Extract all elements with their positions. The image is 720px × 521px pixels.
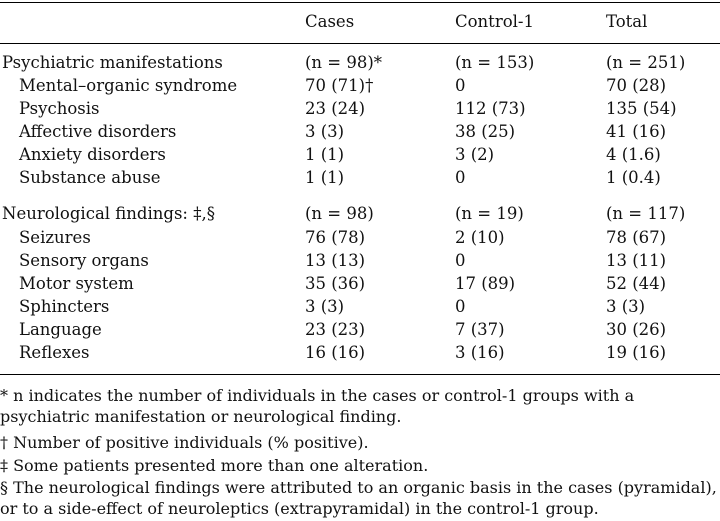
header-rule (0, 43, 720, 44)
row-label: Anxiety disorders (19, 145, 166, 164)
header-control: Control-1 (455, 12, 534, 31)
total-n: (n = 117) (606, 204, 686, 223)
control-value: 112 (73) (455, 99, 526, 118)
control-value: 38 (25) (455, 122, 516, 141)
control-value: 2 (10) (455, 228, 505, 247)
cases-value: 3 (3) (305, 122, 345, 141)
row-label: Sensory organs (19, 251, 149, 270)
control-n: (n = 19) (455, 204, 524, 223)
cases-value: 1 (1) (305, 145, 345, 164)
row-label: Language (19, 320, 102, 339)
total-value: 3 (3) (606, 297, 646, 316)
total-value: 70 (28) (606, 76, 667, 95)
cases-value: 35 (36) (305, 274, 366, 293)
row-label: Substance abuse (19, 168, 161, 187)
control-value: 17 (89) (455, 274, 516, 293)
section-title: Neurological findings: ‡,§ (2, 204, 215, 223)
row-label: Motor system (19, 274, 134, 293)
cases-value: 23 (24) (305, 99, 366, 118)
total-value: 13 (11) (606, 251, 667, 270)
cases-value: 13 (13) (305, 251, 366, 270)
section-title: Psychiatric manifestations (2, 53, 223, 72)
total-value: 52 (44) (606, 274, 667, 293)
control-value: 0 (455, 76, 466, 95)
row-label: Affective disorders (19, 122, 177, 141)
row-label: Sphincters (19, 297, 110, 316)
total-value: 41 (16) (606, 122, 667, 141)
cases-n: (n = 98)* (305, 53, 383, 72)
control-value: 0 (455, 297, 466, 316)
cases-value: 3 (3) (305, 297, 345, 316)
header-cases: Cases (305, 12, 355, 31)
control-value: 0 (455, 251, 466, 270)
footnote-double-dagger: ‡ Some patients presented more than one alteration. (0, 456, 429, 475)
cases-value: 70 (71)† (305, 76, 374, 95)
total-value: 19 (16) (606, 343, 667, 362)
control-value: 3 (16) (455, 343, 505, 362)
footnote-dagger: † Number of positive individuals (% positive). (0, 433, 369, 452)
top-rule (0, 2, 720, 3)
header-total: Total (606, 12, 648, 31)
total-value: 30 (26) (606, 320, 667, 339)
footnote-asterisk: * n indicates the number of individuals in the cases or control-1 groups with a psychiatric manifestation or neurological finding. (0, 386, 635, 426)
cases-value: 16 (16) (305, 343, 366, 362)
total-n: (n = 251) (606, 53, 686, 72)
footnote-section: § The neurological findings were attributed to an organic basis in the cases (pyramidal), or to a side-effect of neuroleptics (extrapyramidal) in the control-1 group. (0, 478, 717, 518)
control-value: 7 (37) (455, 320, 505, 339)
control-value: 3 (2) (455, 145, 495, 164)
row-label: Mental–organic syndrome (19, 76, 238, 95)
row-label: Seizures (19, 228, 91, 247)
bottom-rule (0, 374, 720, 375)
total-value: 4 (1.6) (606, 145, 661, 164)
total-value: 78 (67) (606, 228, 667, 247)
cases-value: 1 (1) (305, 168, 345, 187)
cases-value: 23 (23) (305, 320, 366, 339)
cases-value: 76 (78) (305, 228, 366, 247)
total-value: 135 (54) (606, 99, 677, 118)
control-n: (n = 153) (455, 53, 535, 72)
control-value: 0 (455, 168, 466, 187)
row-label: Reflexes (19, 343, 90, 362)
cases-n: (n = 98) (305, 204, 374, 223)
total-value: 1 (0.4) (606, 168, 661, 187)
row-label: Psychosis (19, 99, 100, 118)
